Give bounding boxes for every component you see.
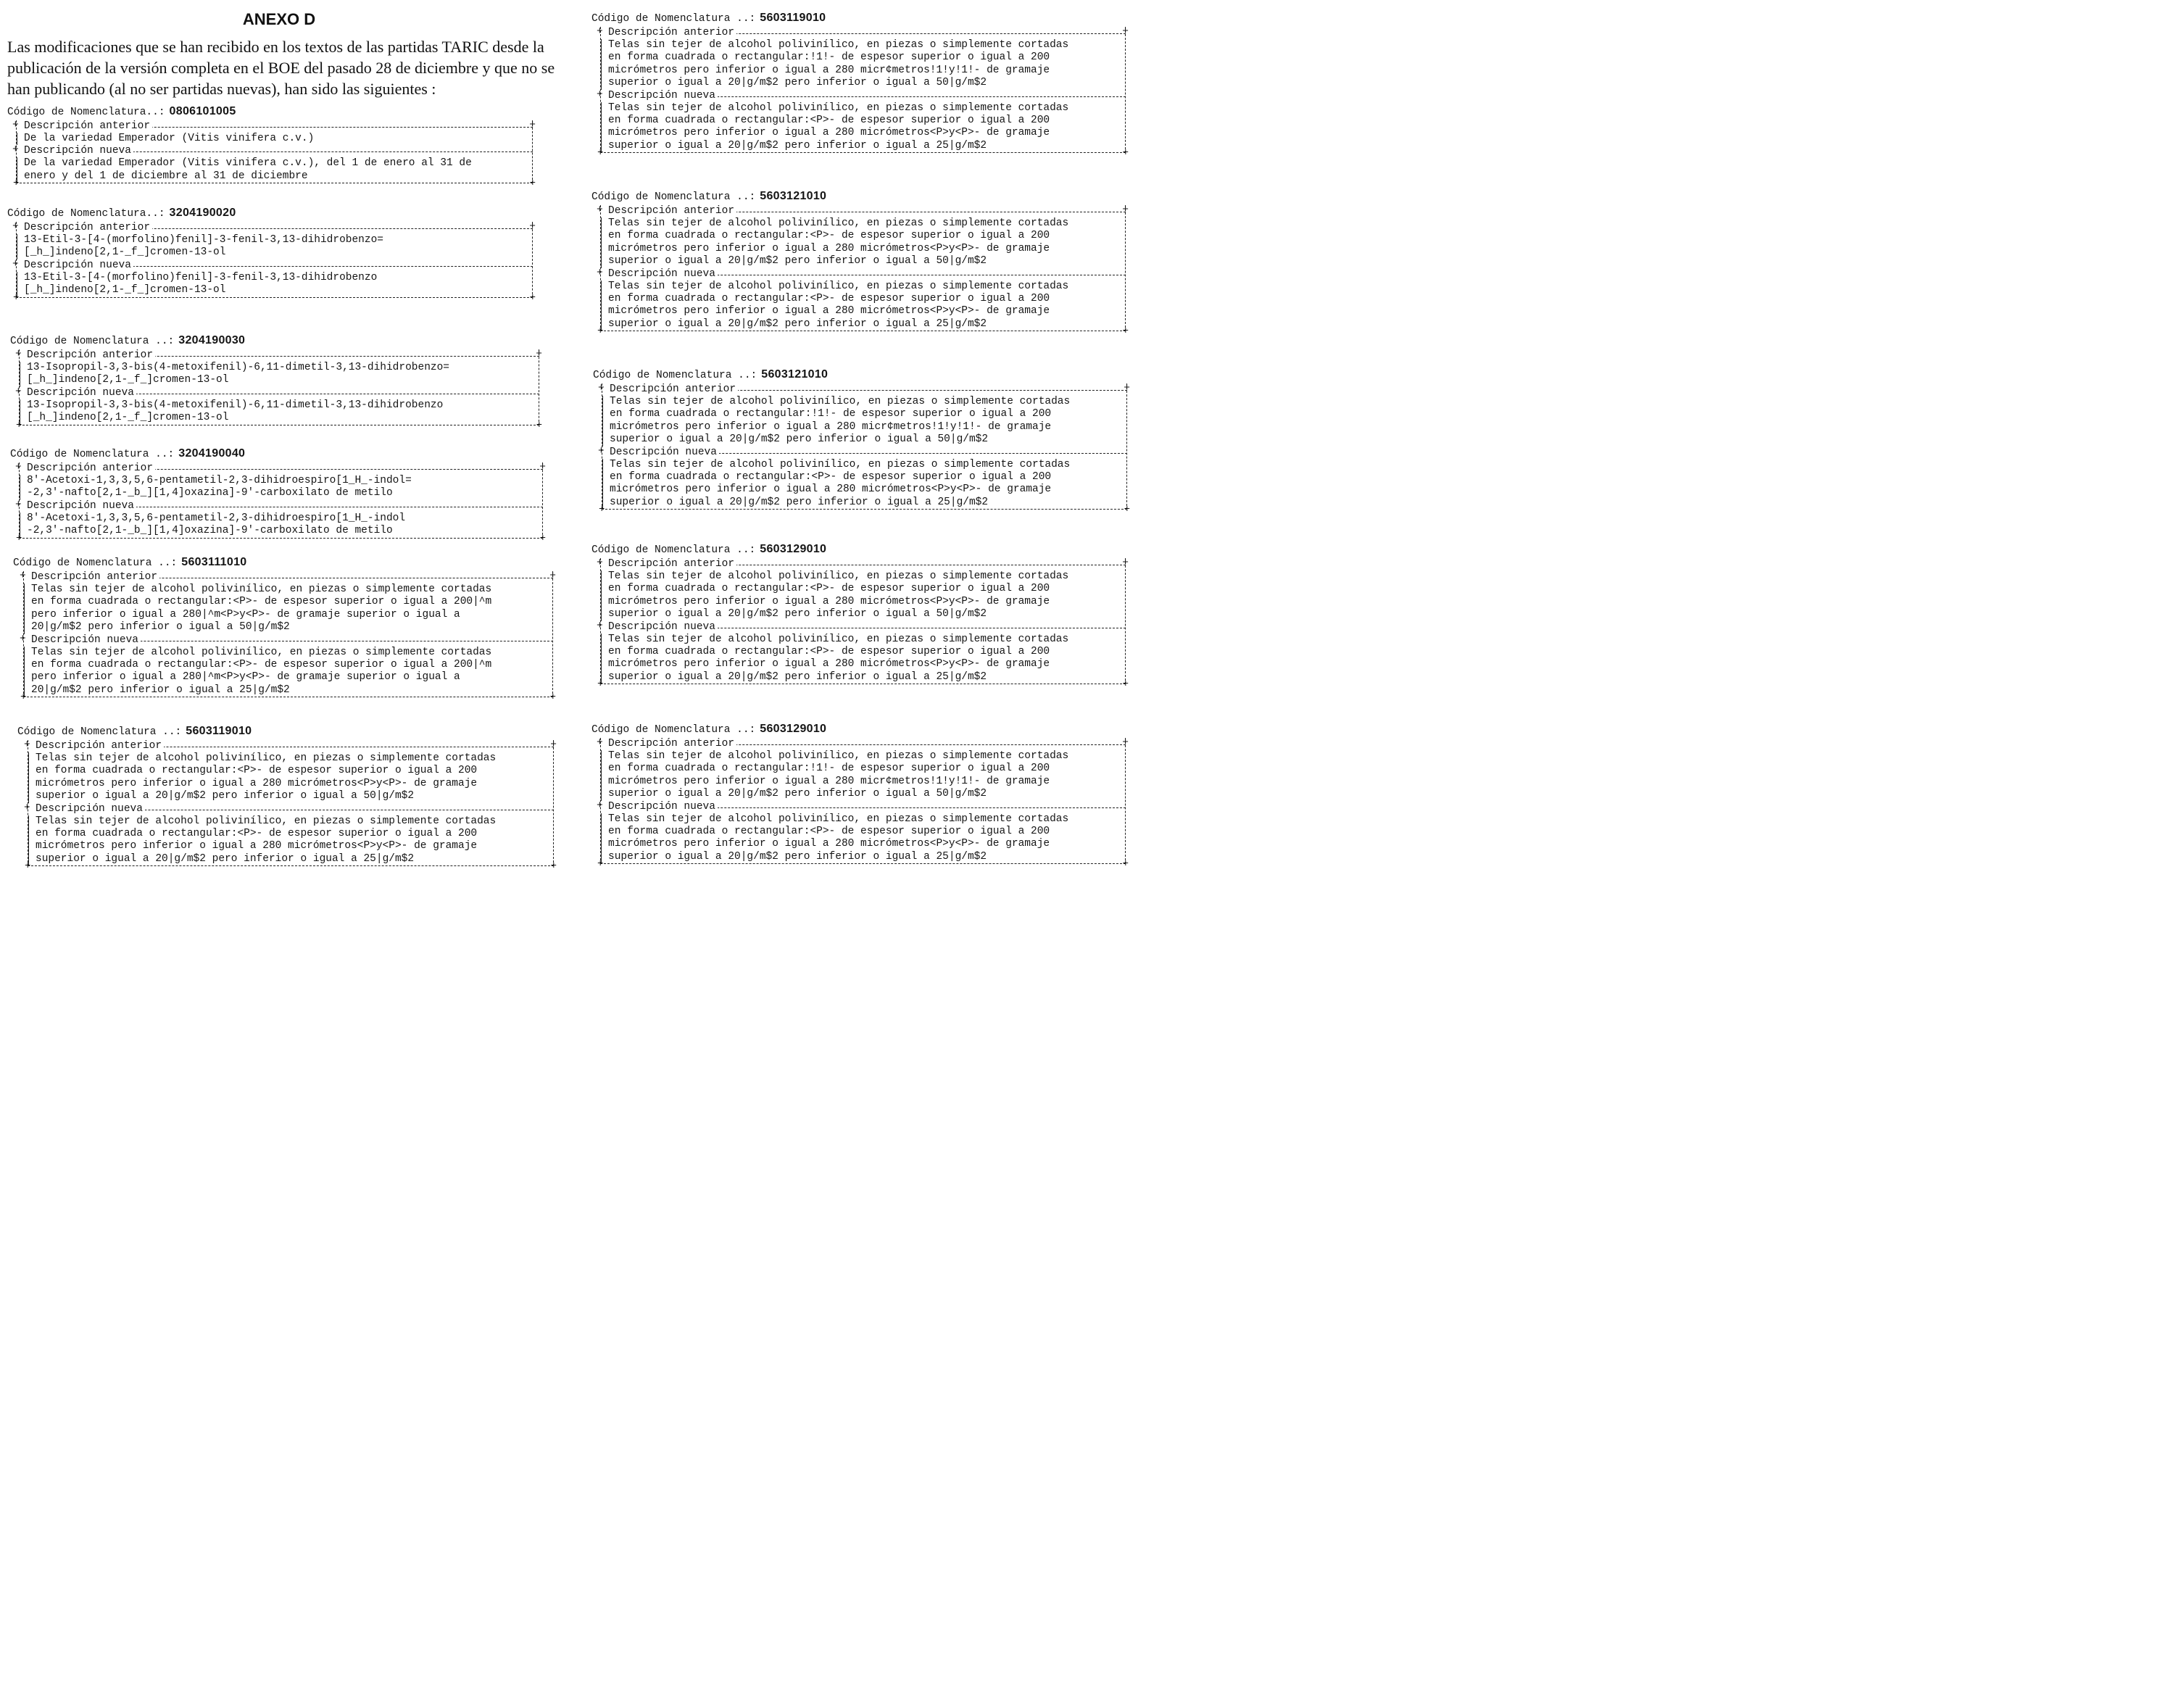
anterior-text: Telas sin tejer de alcohol polivinílico, en piezas o simplemente cortadas en forma cuadrada o rectangular:!1!- de espesor superior o igual a 200 micrómetros pero inferior o igual a 280 micr¢metros!1!y!1!- de gramaje superior o igual a 20|g/m$2 pero inferior o igual a 50|g/m$2: [602, 396, 1126, 447]
section-head-nueva: + Descripción nueva: [601, 801, 1125, 813]
nomenclature-entry: [591, 543, 1129, 691]
anterior-text: 13-Isopropil-3,3-bis(4-metoxifenil)-6,11-dimetil-3,13-dihidrobenzo= [_h_]indeno[2,1-_f_]cromen-13-ol: [20, 362, 539, 387]
nueva-label: Descripción nueva: [608, 90, 718, 101]
nueva-label: Descripción nueva: [31, 634, 141, 646]
code-number: 5603121010: [761, 368, 829, 381]
anterior-text: Telas sin tejer de alcohol polivinílico, en piezas o simplemente cortadas en forma cuadrada o rectangular:!1!- de espesor superior o igual a 200 micrómetros pero inferior o igual a 280 micr¢metros!1!y!1!- de gramaje superior o igual a 20|g/m$2 pero inferior o igual a 50|g/m$2: [601, 750, 1125, 801]
anterior-label: Descripción anterior: [27, 462, 155, 474]
nueva-text: 13-Etil-3-[4-(morfolino)fenil]-3-fenil-3,13-dihidrobenzo [_h_]indeno[2,1-_f_]cromen-13-ol: [17, 272, 532, 297]
code-line: [591, 543, 1126, 558]
anterior-label: Descripción anterior: [610, 383, 738, 395]
code-number: 3204190020: [169, 207, 236, 219]
section-head-nueva: + Descripción nueva: [601, 268, 1125, 281]
section-head-anterior: + Descripción anterior +: [597, 204, 1129, 217]
nueva-label: Descripción nueva: [24, 259, 133, 271]
code-line: [591, 723, 1126, 738]
nueva-text: Telas sin tejer de alcohol polivinílico, en piezas o simplemente cortadas en forma cuadrada o rectangular:<P>- de espesor superior o igual a 200|^m pero inferior o igual a 280|^m<P>y<P>- de gramaje superior o igual a 20|g/m$2 pero inferior o igual a 25|g/m$2: [24, 647, 552, 697]
anterior-label: Descripción anterior: [608, 738, 736, 749]
code-label: Código de Nomenclatura ..:: [591, 544, 756, 556]
nueva-label: Descripción nueva: [610, 447, 719, 458]
nueva-label: Descripción nueva: [608, 801, 718, 813]
section-head-anterior: + Descripción anterior +: [12, 120, 536, 132]
section-head-nueva: + Descripción nueva: [17, 259, 532, 272]
section-head-anterior: + Descripción anterior +: [598, 383, 1130, 395]
code-number: 3204190040: [178, 447, 246, 460]
code-label: Código de Nomenclatura..:: [7, 208, 165, 220]
section-head-anterior: + Descripción anterior +: [20, 570, 556, 583]
code-line: [7, 207, 533, 222]
code-line: [7, 105, 533, 120]
code-number: 0806101005: [169, 105, 236, 117]
nueva-text: 8'-Acetoxi-1,3,3,5,6-pentametil-2,3-dihidroespiro[1_H_-indol -2,3'-nafto[2,1-_b_][1,4]oxazina]-9'-carboxilato de metilo: [20, 512, 542, 538]
code-line: [593, 368, 1127, 383]
section-head-nueva: + Descripción nueva: [602, 447, 1126, 459]
section-head-nueva: + Descripción nueva: [601, 621, 1125, 634]
anterior-label: Descripción anterior: [36, 740, 164, 752]
code-number: 3204190030: [178, 334, 246, 346]
nueva-text: Telas sin tejer de alcohol polivinílico, en piezas o simplemente cortadas en forma cuadrada o rectangular:<P>- de espesor superior o igual a 200 micrómetros pero inferior o igual a 280 micrómetros<P>y<P>- de gramaje superior o igual a 20|g/m$2 pero inferior o igual a 25|g/m$2: [601, 102, 1125, 153]
code-number: 5603129010: [760, 723, 827, 735]
intro-paragraph: Las modificaciones que se han recibido en los textos de las partidas TARIC desde la publicación de la versión completa en el BOE del pasado 28 de diciembre y que no se han publicando (al no ser partidas nuevas), han sido las siguientes :: [7, 38, 555, 98]
section-head-anterior: + Descripción anterior +: [24, 739, 557, 752]
section-head-anterior: + Descripción anterior +: [15, 462, 546, 474]
anterior-text: Telas sin tejer de alcohol polivinílico, en piezas o simplemente cortadas en forma cuadrada o rectangular:<P>- de espesor superior o igual a 200 micrómetros pero inferior o igual a 280 micrómetros<P>y<P>- de gramaje superior o igual a 20|g/m$2 pero inferior o igual a 50|g/m$2: [28, 752, 553, 803]
anterior-text: Telas sin tejer de alcohol polivinílico, en piezas o simplemente cortadas en forma cuadrada o rectangular:<P>- de espesor superior o igual a 200 micrómetros pero inferior o igual a 280 micrómetros<P>y<P>- de gramaje superior o igual a 20|g/m$2 pero inferior o igual a 50|g/m$2: [601, 217, 1125, 268]
nueva-label: Descripción nueva: [27, 500, 136, 512]
anterior-label: Descripción anterior: [608, 558, 736, 570]
anterior-text: Telas sin tejer de alcohol polivinílico, en piezas o simplemente cortadas en forma cuadrada o rectangular:<P>- de espesor superior o igual a 200|^m pero inferior o igual a 280|^m<P>y<P>- de gramaje superior o igual a 20|g/m$2 pero inferior o igual a 50|g/m$2: [24, 583, 552, 634]
code-number: 5603129010: [760, 543, 827, 555]
anterior-text: 8'-Acetoxi-1,3,3,5,6-pentametil-2,3-dihidroespiro[1_H_-indol= -2,3'-nafto[2,1-_b_][1,4]oxazina]-9'-carboxilato de metilo: [20, 475, 542, 500]
code-label: Código de Nomenclatura ..:: [17, 726, 182, 738]
nomenclature-entry: [17, 725, 557, 873]
nueva-label: Descripción nueva: [608, 621, 718, 633]
description-box: + Descripción anterior + De la variedad Emperador (Vitis vinifera c.v.) + Descripción nueva De la variedad Emperador (Vitis vinifera c.v.), del 1 de enero al 31 de enero y del 1 de diciembre al 31 de diciembre + +: [12, 120, 536, 190]
code-number: 5603111010: [181, 556, 247, 568]
section-head-nueva: + Descripción nueva: [17, 145, 532, 157]
code-label: Código de Nomenclatura ..:: [591, 191, 756, 203]
description-box: + Descripción anterior + 8'-Acetoxi-1,3,3,5,6-pentametil-2,3-dihidroespiro[1_H_-indol= -2,3'-nafto[2,1-_b_][1,4]oxazina]-9'-carboxilato de metilo + Descripción nueva 8'-Acetoxi-1,3,3,5,6-pentametil-2,3-dihidroespiro[1_H_-indol -2,3'-nafto[2,1-_b_][1,4]oxazina]-9'-carboxilato de metilo + +: [15, 462, 546, 544]
anterior-text: 13-Etil-3-[4-(morfolino)fenil]-3-fenil-3,13-dihidrobenzo= [_h_]indeno[2,1-_f_]cromen-13-ol: [17, 234, 532, 259]
description-box: + Descripción anterior + Telas sin tejer de alcohol polivinílico, en piezas o simplemente cortadas en forma cuadrada o rectangular:!1!- de espesor superior o igual a 200 micrómetros pero inferior o igual a 280 micr¢metros!1!y!1!- de gramaje superior o igual a 20|g/m$2 pero inferior o igual a 50|g/m$2 + Descripción nueva Telas sin tejer de alcohol polivinílico, en piezas o simplemente cortadas en forma cuadrada o rectangular:<P>- de espesor superior o igual a 200 micrómetros pero inferior o igual a 280 micrómetros<P>y<P>- de gramaje superior o igual a 20|g/m$2 pero inferior o igual a 25|g/m$2 + +: [598, 383, 1130, 516]
section-head-nueva: + Descripción nueva: [24, 634, 552, 647]
description-box: + Descripción anterior + 13-Etil-3-[4-(morfolino)fenil]-3-fenil-3,13-dihidrobenzo= [_h_]indeno[2,1-_f_]cromen-13-ol + Descripción nueva 13-Etil-3-[4-(morfolino)fenil]-3-fenil-3,13-dihidrobenzo [_h_]indeno[2,1-_f_]cromen-13-ol + +: [12, 221, 536, 304]
code-line: [10, 334, 539, 349]
nomenclature-entry: [7, 105, 536, 190]
section-head-anterior: + Descripción anterior +: [12, 221, 536, 233]
nomenclature-entry: [7, 207, 536, 304]
code-number: 5603121010: [760, 190, 827, 202]
code-line: [10, 447, 543, 462]
anterior-text: Telas sin tejer de alcohol polivinílico, en piezas o simplemente cortadas en forma cuadrada o rectangular:!1!- de espesor superior o igual a 200 micrómetros pero inferior o igual a 280 micr¢metros!1!y!1!- de gramaje superior o igual a 20|g/m$2 pero inferior o igual a 50|g/m$2: [601, 39, 1125, 90]
nomenclature-entry: [13, 556, 556, 704]
page-title: ANEXO D: [242, 10, 316, 28]
nomenclature-entry: [10, 447, 546, 544]
nueva-text: Telas sin tejer de alcohol polivinílico, en piezas o simplemente cortadas en forma cuadrada o rectangular:<P>- de espesor superior o igual a 200 micrómetros pero inferior o igual a 280 micrómetros<P>y<P>- de gramaje superior o igual a 20|g/m$2 pero inferior o igual a 25|g/m$2: [602, 459, 1126, 510]
nueva-label: Descripción nueva: [27, 387, 136, 399]
code-label: Código de Nomenclatura ..:: [10, 336, 175, 347]
section-head-nueva: + Descripción nueva: [20, 500, 542, 512]
nueva-text: 13-Isopropil-3,3-bis(4-metoxifenil)-6,11-dimetil-3,13-dihidrobenzo [_h_]indeno[2,1-_f_]cromen-13-ol: [20, 399, 539, 425]
description-box: + Descripción anterior + Telas sin tejer de alcohol polivinílico, en piezas o simplemente cortadas en forma cuadrada o rectangular:!1!- de espesor superior o igual a 200 micrómetros pero inferior o igual a 280 micr¢metros!1!y!1!- de gramaje superior o igual a 20|g/m$2 pero inferior o igual a 50|g/m$2 + Descripción nueva Telas sin tejer de alcohol polivinílico, en piezas o simplemente cortadas en forma cuadrada o rectangular:<P>- de espesor superior o igual a 200 micrómetros pero inferior o igual a 280 micrómetros<P>y<P>- de gramaje superior o igual a 20|g/m$2 pero inferior o igual a 25|g/m$2 + +: [597, 26, 1129, 159]
nueva-text: De la variedad Emperador (Vitis vinifera c.v.), del 1 de enero al 31 de enero y del 1 de diciembre al 31 de diciembre: [17, 157, 532, 183]
section-head-anterior: + Descripción anterior +: [15, 349, 542, 361]
nueva-label: Descripción nueva: [36, 803, 145, 815]
anterior-text: Telas sin tejer de alcohol polivinílico, en piezas o simplemente cortadas en forma cuadrada o rectangular:<P>- de espesor superior o igual a 200 micrómetros pero inferior o igual a 280 micrómetros<P>y<P>- de gramaje superior o igual a 20|g/m$2 pero inferior o igual a 50|g/m$2: [601, 570, 1125, 621]
description-box: + Descripción anterior + Telas sin tejer de alcohol polivinílico, en piezas o simplemente cortadas en forma cuadrada o rectangular:!1!- de espesor superior o igual a 200 micrómetros pero inferior o igual a 280 micr¢metros!1!y!1!- de gramaje superior o igual a 20|g/m$2 pero inferior o igual a 50|g/m$2 + Descripción nueva Telas sin tejer de alcohol polivinílico, en piezas o simplemente cortadas en forma cuadrada o rectangular:<P>- de espesor superior o igual a 200 micrómetros pero inferior o igual a 280 micrómetros<P>y<P>- de gramaje superior o igual a 20|g/m$2 pero inferior o igual a 25|g/m$2 + +: [597, 737, 1129, 871]
nomenclature-entry: [593, 368, 1130, 516]
section-head-nueva: + Descripción nueva: [20, 387, 539, 399]
code-number: 5603119010: [760, 12, 826, 24]
nueva-label: Descripción nueva: [24, 145, 133, 157]
section-head-nueva: + Descripción nueva: [28, 803, 553, 815]
nomenclature-entry: [10, 334, 542, 431]
anterior-label: Descripción anterior: [608, 27, 736, 38]
code-number: 5603119010: [186, 725, 252, 737]
code-line: [591, 190, 1126, 205]
nueva-text: Telas sin tejer de alcohol polivinílico, en piezas o simplemente cortadas en forma cuadrada o rectangular:<P>- de espesor superior o igual a 200 micrómetros pero inferior o igual a 280 micrómetros<P>y<P>- de gramaje superior o igual a 20|g/m$2 pero inferior o igual a 25|g/m$2: [28, 815, 553, 866]
description-box: + Descripción anterior + Telas sin tejer de alcohol polivinílico, en piezas o simplemente cortadas en forma cuadrada o rectangular:<P>- de espesor superior o igual a 200 micrómetros pero inferior o igual a 280 micrómetros<P>y<P>- de gramaje superior o igual a 20|g/m$2 pero inferior o igual a 50|g/m$2 + Descripción nueva Telas sin tejer de alcohol polivinílico, en piezas o simplemente cortadas en forma cuadrada o rectangular:<P>- de espesor superior o igual a 200 micrómetros pero inferior o igual a 280 micrómetros<P>y<P>- de gramaje superior o igual a 20|g/m$2 pero inferior o igual a 25|g/m$2 + +: [597, 204, 1129, 338]
nueva-text: Telas sin tejer de alcohol polivinílico, en piezas o simplemente cortadas en forma cuadrada o rectangular:<P>- de espesor superior o igual a 200 micrómetros pero inferior o igual a 280 micrómetros<P>y<P>- de gramaje superior o igual a 20|g/m$2 pero inferior o igual a 25|g/m$2: [601, 281, 1125, 331]
code-label: Código de Nomenclatura ..:: [10, 449, 175, 460]
nomenclature-entry: [591, 723, 1129, 871]
code-label: Código de Nomenclatura ..:: [591, 13, 756, 25]
nueva-label: Descripción nueva: [608, 268, 718, 280]
anterior-label: Descripción anterior: [27, 349, 155, 361]
nomenclature-entry: [591, 190, 1129, 338]
description-box: + Descripción anterior + Telas sin tejer de alcohol polivinílico, en piezas o simplemente cortadas en forma cuadrada o rectangular:<P>- de espesor superior o igual a 200|^m pero inferior o igual a 280|^m<P>y<P>- de gramaje superior o igual a 20|g/m$2 pero inferior o igual a 50|g/m$2 + Descripción nueva Telas sin tejer de alcohol polivinílico, en piezas o simplemente cortadas en forma cuadrada o rectangular:<P>- de espesor superior o igual a 200|^m pero inferior o igual a 280|^m<P>y<P>- de gramaje superior o igual a 20|g/m$2 pero inferior o igual a 25|g/m$2 + +: [20, 570, 556, 704]
nueva-text: Telas sin tejer de alcohol polivinílico, en piezas o simplemente cortadas en forma cuadrada o rectangular:<P>- de espesor superior o igual a 200 micrómetros pero inferior o igual a 280 micrómetros<P>y<P>- de gramaje superior o igual a 20|g/m$2 pero inferior o igual a 25|g/m$2: [601, 634, 1125, 684]
anterior-text: De la variedad Emperador (Vitis vinifera c.v.): [17, 133, 532, 145]
code-label: Código de Nomenclatura..:: [7, 107, 165, 118]
code-line: [17, 725, 554, 740]
section-head-anterior: + Descripción anterior +: [597, 26, 1129, 38]
code-line: [591, 12, 1126, 27]
section-head-anterior: + Descripción anterior +: [597, 737, 1129, 749]
anterior-label: Descripción anterior: [31, 571, 159, 583]
description-box: + Descripción anterior + Telas sin tejer de alcohol polivinílico, en piezas o simplemente cortadas en forma cuadrada o rectangular:<P>- de espesor superior o igual a 200 micrómetros pero inferior o igual a 280 micrómetros<P>y<P>- de gramaje superior o igual a 20|g/m$2 pero inferior o igual a 50|g/m$2 + Descripción nueva Telas sin tejer de alcohol polivinílico, en piezas o simplemente cortadas en forma cuadrada o rectangular:<P>- de espesor superior o igual a 200 micrómetros pero inferior o igual a 280 micrómetros<P>y<P>- de gramaje superior o igual a 20|g/m$2 pero inferior o igual a 25|g/m$2 + +: [24, 739, 557, 873]
code-label: Código de Nomenclatura ..:: [593, 370, 757, 381]
anterior-label: Descripción anterior: [24, 120, 152, 132]
description-box: + Descripción anterior + 13-Isopropil-3,3-bis(4-metoxifenil)-6,11-dimetil-3,13-dihidrobenzo= [_h_]indeno[2,1-_f_]cromen-13-ol + Descripción nueva 13-Isopropil-3,3-bis(4-metoxifenil)-6,11-dimetil-3,13-dihidrobenzo [_h_]indeno[2,1-_f_]cromen-13-ol + +: [15, 349, 542, 431]
anterior-label: Descripción anterior: [608, 205, 736, 217]
description-box: + Descripción anterior + Telas sin tejer de alcohol polivinílico, en piezas o simplemente cortadas en forma cuadrada o rectangular:<P>- de espesor superior o igual a 200 micrómetros pero inferior o igual a 280 micrómetros<P>y<P>- de gramaje superior o igual a 20|g/m$2 pero inferior o igual a 50|g/m$2 + Descripción nueva Telas sin tejer de alcohol polivinílico, en piezas o simplemente cortadas en forma cuadrada o rectangular:<P>- de espesor superior o igual a 200 micrómetros pero inferior o igual a 280 micrómetros<P>y<P>- de gramaje superior o igual a 20|g/m$2 pero inferior o igual a 25|g/m$2 + +: [597, 557, 1129, 691]
anterior-label: Descripción anterior: [24, 222, 152, 233]
code-label: Código de Nomenclatura ..:: [13, 557, 178, 569]
nueva-text: Telas sin tejer de alcohol polivinílico, en piezas o simplemente cortadas en forma cuadrada o rectangular:<P>- de espesor superior o igual a 200 micrómetros pero inferior o igual a 280 micrómetros<P>y<P>- de gramaje superior o igual a 20|g/m$2 pero inferior o igual a 25|g/m$2: [601, 813, 1125, 864]
section-head-anterior: + Descripción anterior +: [597, 557, 1129, 570]
section-head-nueva: + Descripción nueva: [601, 90, 1125, 102]
code-line: [13, 556, 553, 571]
nomenclature-entry: [591, 12, 1129, 159]
code-label: Código de Nomenclatura ..:: [591, 724, 756, 736]
